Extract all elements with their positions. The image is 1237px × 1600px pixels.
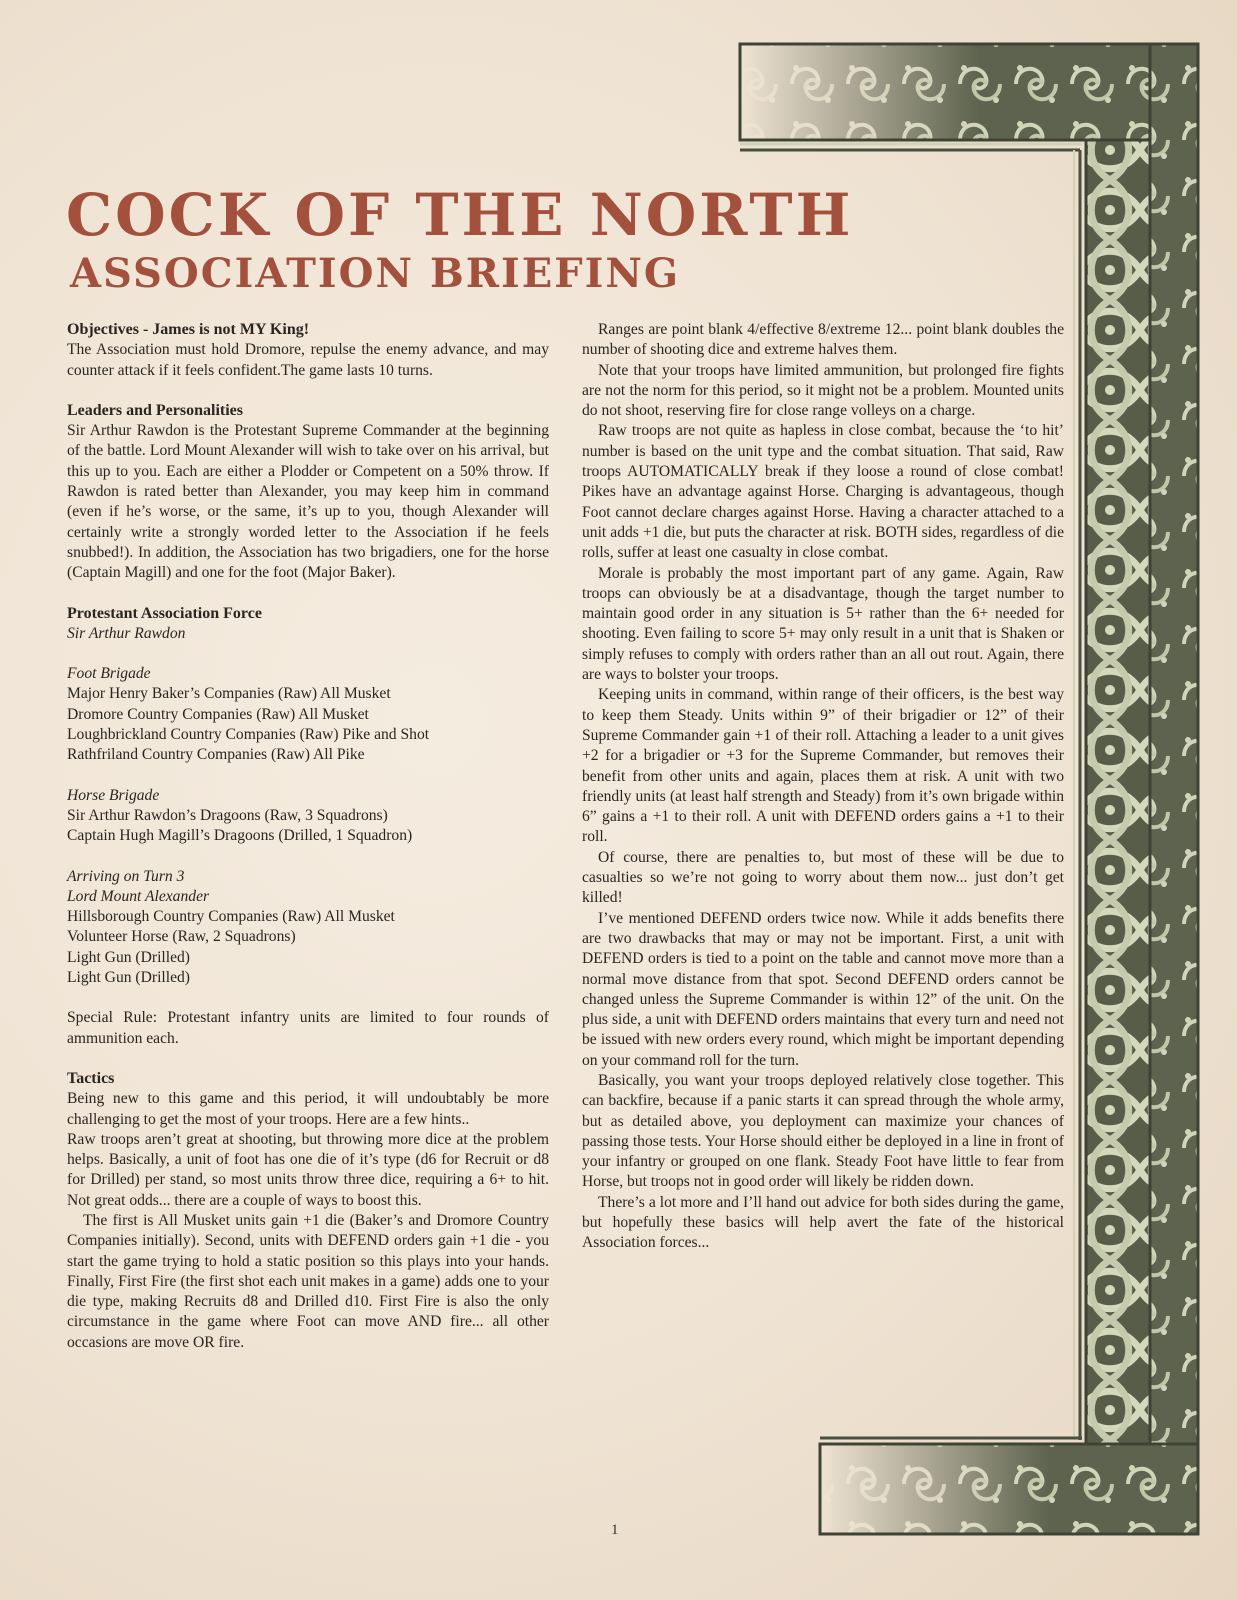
body-paragraph: There’s a lot more and I’ll hand out advice for both sides during the game, but hopefully these basics will help avert the fate of the historical Association forces... <box>582 1193 1064 1252</box>
horse-brigade-heading: Horse Brigade <box>67 786 160 804</box>
body-paragraph: Raw troops are not quite as hapless in close combat, because the ‘to hit’ number is based on the unit type and the combat situation. That said, Raw troops AUTOMATICALLY break if they loose a round of close combat! Pikes have an advantage against Horse. Charging is advantageous, though Foot cannot declare charges against Horse. Having a character attached to a unit adds +1 die, but puts the character at risk. BOTH sides, regardless of die rolls, suffer at least one casualty in close combat. <box>582 422 1064 562</box>
unit-line: Major Henry Baker’s Companies (Raw) All Musket <box>67 685 391 703</box>
page-title: COCK OF THE NORTH <box>66 181 854 249</box>
objectives-text: The Association must hold Dromore, repulse the enemy advance, and may counter attack if it feels confident.The game lasts 10 turns. <box>67 341 549 379</box>
right-column <box>582 320 1064 1254</box>
left-column <box>67 320 549 1353</box>
objectives-heading: Objectives - James is not MY King! <box>67 321 310 338</box>
body-paragraph: Morale is probably the most important part of any game. Again, Raw troops can obviously be at a disadvantage, though the target number to maintain good order in any situation is 5+ rather than the 6+ needed for shooting. Even failing to score 5+ may only result in a unit that is Shaken or simply refuses to comply with orders rather than an all out rout. Again, there are ways to bolster your troops. <box>582 564 1064 684</box>
unit-line: Rathfriland Country Companies (Raw) All Pike <box>67 746 365 764</box>
body-paragraph: Note that your troops have limited ammunition, but prolonged fire fights are not the norm for this period, so it might not be a problem. Mounted units do not shoot, reserving fire for close range volleys on a charge. <box>582 361 1064 420</box>
tactics-paragraph: Raw troops aren’t great at shooting, but throwing more dice at the problem helps. Basically, a unit of foot has one die of it’s type (d6 for Recruit or d8 for Drilled) per stand, so most units throw three dice, requiring a 6+ to hit. Not great odds... there are a couple of ways to boost this. <box>67 1130 549 1209</box>
body-paragraph: Ranges are point blank 4/effective 8/extreme 12... point blank doubles the number of shooting dice and extreme halves them. <box>582 321 1064 359</box>
body-paragraph: Basically, you want your troops deployed relatively close together. This can backfire, because if a panic starts it can spread through the whole army, but as detailed above, you deployment can maximize your chances of passing those tests. Your Horse should either be deployed in a line in front of your infantry or grouped on one flank. Steady Foot have little to fear from Horse, but troops not in good order will likely be ridden down. <box>582 1071 1064 1191</box>
unit-line: Volunteer Horse (Raw, 2 Squadrons) <box>67 928 296 946</box>
body-paragraph: I’ve mentioned DEFEND orders twice now. While it adds benefits there are two drawbacks that may or may not be important. First, a unit with DEFEND orders is tied to a point on the table and cannot move more than a normal move distance from that spot. Second DEFEND orders cannot be changed unless the Supreme Commander is within 12” of the unit. On the plus side, a unit with DEFEND orders maintains that every turn and need not be issued with new orders every round, which might be important depending on your command roll for the turn. <box>582 909 1064 1069</box>
unit-line: Light Gun (Drilled) <box>67 969 190 987</box>
unit-line: Light Gun (Drilled) <box>67 948 190 966</box>
foot-brigade-heading: Foot Brigade <box>67 665 151 683</box>
unit-line: Dromore Country Companies (Raw) All Musket <box>67 705 369 723</box>
arriving-commander: Lord Mount Alexander <box>67 887 210 905</box>
tactics-paragraph: The first is All Musket units gain +1 die (Baker’s and Dromore Country Companies initially). Second, units with DEFEND orders gain +1 die - you start the game trying to hold a static position so this plays into your hands. Finally, First Fire (the first shot each unit makes in a game) adds one to your die type, making Recruits d8 and Drilled d10. First Fire is also the only circumstance in the game where Foot can move AND fire... all other occasions are move OR fire. <box>67 1211 549 1351</box>
arriving-heading: Arriving on Turn 3 <box>67 867 185 885</box>
unit-line: Loughbrickland Country Companies (Raw) Pike and Shot <box>67 726 430 744</box>
leaders-heading: Leaders and Personalities <box>67 401 243 419</box>
tactics-paragraph: Being new to this game and this period, it will undoubtably be more challenging to get the most of your troops. Here are a few hints.. <box>67 1090 549 1128</box>
unit-line: Sir Arthur Rawdon’s Dragoons (Raw, 3 Squadrons) <box>67 806 388 824</box>
tactics-heading: Tactics <box>67 1069 115 1087</box>
body-paragraph: Keeping units in command, within range of their officers, is the best way to keep them Steady. Units within 9” of their brigadier or 12” of their Supreme Commander gain +1 of their roll. Attaching a leader to a unit gives +2 for a brigadier or +3 for the Supreme Commander, but removes their benefit from other units and again, places them at risk. A unit with two friendly units (at least half strength and Steady) from it’s own brigade within 6” gains a +1 to their roll. A unit with DEFEND orders gains a +1 to their roll. <box>582 686 1064 846</box>
page-number: 1 <box>611 1522 619 1538</box>
force-commander: Sir Arthur Rawdon <box>67 624 186 642</box>
body-paragraph: Of course, there are penalties to, but most of these will be due to casualties so we’re not going to worry about them now... just don’t get killed! <box>582 848 1064 907</box>
unit-line: Captain Hugh Magill’s Dragoons (Drilled, 1 Squadron) <box>67 827 413 845</box>
page-subtitle: ASSOCIATION BRIEFING <box>70 250 681 297</box>
force-heading: Protestant Association Force <box>67 604 262 622</box>
special-rule: Special Rule: Protestant infantry units are limited to four rounds of ammunition each. <box>67 1009 549 1047</box>
unit-line: Hillsborough Country Companies (Raw) All Musket <box>67 908 395 926</box>
leaders-text: Sir Arthur Rawdon is the Protestant Supreme Commander at the beginning of the battle. Lord Mount Alexander will wish to take over on his arrival, but this up to you. Each are either a Plodder or Competent on a 50% throw. If Rawdon is rated better than Alexander, you may keep him in command (even if he’s worse, or the same, it’s up to you, though Alexander will certainly write a strongly worded letter to the Association if he feels snubbed!). In addition, the Association has two brigadiers, one for the horse (Captain Magill) and one for the foot (Major Baker). <box>67 422 549 582</box>
